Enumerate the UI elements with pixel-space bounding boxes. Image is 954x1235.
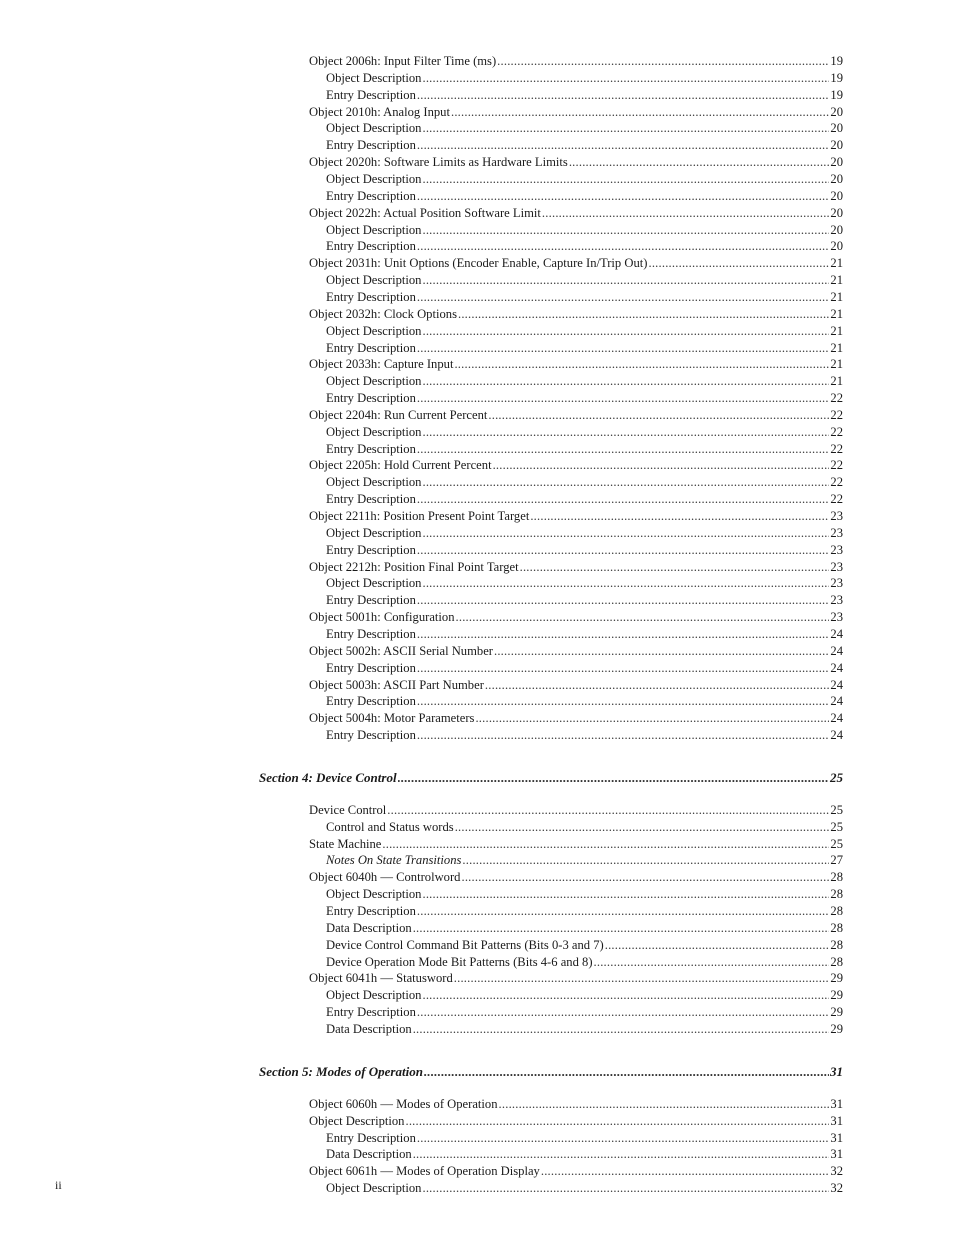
toc-entry-page: 28 xyxy=(830,954,843,969)
dot-leader xyxy=(530,508,829,525)
toc-entry-title: Object 6040h — Controlword xyxy=(309,870,461,885)
toc-entry-title: Object 6041h — Statusword xyxy=(309,971,453,986)
dot-leader xyxy=(417,903,830,920)
toc-entry[interactable] xyxy=(326,323,843,340)
toc-entry-page: 31 xyxy=(830,1147,843,1162)
toc-entry-page: 19 xyxy=(830,54,843,68)
toc-entry[interactable] xyxy=(309,356,843,373)
dot-leader xyxy=(497,53,829,70)
toc-entry-page: 22 xyxy=(830,441,843,456)
toc-entry[interactable] xyxy=(309,104,843,121)
toc-entry-page: 20 xyxy=(830,155,843,170)
toc-entry-title: Object 5002h: ASCII Serial Number xyxy=(309,643,493,658)
toc-entry-title: Object Description xyxy=(326,887,422,902)
toc-entry-page: 22 xyxy=(830,475,843,490)
toc-entry-title: Object 2032h: Clock Options xyxy=(309,306,457,321)
toc-entry-page: 25 xyxy=(830,819,843,834)
toc-entry-page: 21 xyxy=(830,273,843,287)
toc-entry-page: 24 xyxy=(830,660,843,675)
dot-leader xyxy=(475,710,829,727)
dot-leader xyxy=(462,852,829,869)
toc-entry-page: 31 xyxy=(830,1130,843,1145)
toc-entry[interactable] xyxy=(309,306,843,323)
dot-leader xyxy=(417,87,830,104)
dot-leader xyxy=(422,171,829,188)
dot-leader xyxy=(422,70,829,87)
dot-leader xyxy=(499,1096,830,1113)
toc-entry[interactable] xyxy=(326,491,843,508)
toc-entry-page: 29 xyxy=(830,1021,843,1036)
toc-entry[interactable] xyxy=(326,373,843,390)
toc-entry-title: Object Description xyxy=(326,273,422,287)
dot-leader xyxy=(424,1063,829,1080)
toc-entry-page: 29 xyxy=(830,971,843,986)
dot-leader xyxy=(398,769,829,786)
dot-leader xyxy=(413,1021,830,1038)
toc-entry-page: 20 xyxy=(830,171,843,186)
dot-leader xyxy=(382,836,829,853)
toc-entry-title: Entry Description xyxy=(326,626,416,641)
toc-entry-title: Entry Description xyxy=(326,239,416,254)
toc-entry[interactable] xyxy=(326,120,843,137)
toc-entry[interactable] xyxy=(326,441,843,458)
toc-entry-title: Entry Description xyxy=(326,660,416,675)
dot-leader xyxy=(422,1180,829,1197)
toc-entry-title: Object 2204h: Run Current Percent xyxy=(309,407,488,422)
toc-entry-title: Notes On State Transitions xyxy=(326,853,462,868)
toc-entry[interactable] xyxy=(309,1163,843,1180)
dot-leader xyxy=(417,188,830,205)
toc-entry[interactable] xyxy=(309,205,843,222)
toc-entry[interactable] xyxy=(326,137,843,154)
toc-entry-title: Entry Description xyxy=(326,391,416,405)
toc-entry[interactable] xyxy=(326,188,843,205)
toc-entry-page: 21 xyxy=(830,323,843,338)
toc-entry-title: Entry Description xyxy=(326,492,416,507)
toc-entry[interactable] xyxy=(326,727,843,744)
toc-entry[interactable] xyxy=(326,289,843,306)
toc-entry[interactable] xyxy=(326,390,843,407)
dot-leader xyxy=(417,727,830,744)
toc-section-entry[interactable] xyxy=(259,1063,843,1080)
toc-entry[interactable] xyxy=(326,937,843,954)
toc-entry-page: 21 xyxy=(830,306,843,321)
toc-entry-page: 22 xyxy=(830,424,843,439)
toc-entry[interactable] xyxy=(309,869,843,886)
dot-leader xyxy=(417,592,830,609)
dot-leader xyxy=(417,626,830,643)
toc-entry-page: 32 xyxy=(830,1164,843,1179)
dot-leader xyxy=(417,390,830,407)
toc-entry[interactable] xyxy=(326,1146,843,1163)
toc-entry-page: 19 xyxy=(830,70,843,85)
toc-entry[interactable] xyxy=(309,970,843,987)
toc-entry[interactable] xyxy=(326,660,843,677)
toc-entry-page: 24 xyxy=(830,643,843,658)
toc-entry-page: 21 xyxy=(830,340,843,355)
toc-entry-title: Object 2212h: Position Final Point Target xyxy=(309,559,519,574)
toc-entry-page: 28 xyxy=(830,920,843,935)
toc-entry[interactable] xyxy=(326,1130,843,1147)
toc-entry[interactable] xyxy=(309,508,843,525)
dot-leader xyxy=(542,205,829,222)
toc-entry-title: Entry Description xyxy=(326,188,416,203)
toc-entry[interactable] xyxy=(326,592,843,609)
toc-entry[interactable] xyxy=(309,154,843,171)
dot-leader xyxy=(455,819,830,836)
toc-entry[interactable] xyxy=(309,457,843,474)
dot-leader xyxy=(594,954,830,971)
dot-leader xyxy=(405,1113,829,1130)
toc-entry-page: 20 xyxy=(830,138,843,153)
toc-entry-page: 24 xyxy=(830,711,843,726)
toc-entry-page: 28 xyxy=(830,870,843,885)
dot-leader xyxy=(417,693,830,710)
dot-leader xyxy=(422,424,829,441)
dot-leader xyxy=(417,289,830,306)
toc-entry-title: Object Description xyxy=(326,576,422,591)
dot-leader xyxy=(454,356,829,373)
toc-entry-page: 23 xyxy=(830,576,843,591)
toc-entry-page: 29 xyxy=(830,1005,843,1020)
toc-entry[interactable] xyxy=(326,542,843,559)
toc-entry-title: Entry Description xyxy=(326,694,416,709)
toc-entry-title: Object Description xyxy=(326,222,422,237)
toc-entry-page: 23 xyxy=(830,509,843,523)
toc-entry-title: Data Description xyxy=(326,920,412,935)
toc-entry-page: 25 xyxy=(830,802,843,817)
toc-entry-title: Section 4: Device Control xyxy=(259,769,397,785)
toc-entry-page: 31 xyxy=(830,1063,843,1079)
toc-entry-page: 23 xyxy=(830,542,843,557)
toc-entry[interactable] xyxy=(309,677,843,694)
toc-entry-title: Object Description xyxy=(326,475,422,490)
toc-entry-title: Entry Description xyxy=(326,542,416,557)
dot-leader xyxy=(422,525,829,542)
toc-entry-page: 20 xyxy=(830,104,843,119)
toc-entry[interactable] xyxy=(326,525,843,542)
toc-section-entry[interactable] xyxy=(259,769,843,786)
toc-entry-title: Object 2010h: Analog Input xyxy=(309,104,450,119)
dot-leader xyxy=(417,137,830,154)
toc-entry-title: Object 2022h: Actual Position Software Limit xyxy=(309,205,541,220)
toc-entry[interactable] xyxy=(309,802,843,819)
toc-entry-page: 31 xyxy=(830,1096,843,1111)
dot-leader xyxy=(417,1130,830,1147)
toc-entry-page: 20 xyxy=(830,205,843,220)
toc-entry[interactable] xyxy=(326,1021,843,1038)
dot-leader xyxy=(387,802,829,819)
toc-entry-page: 31 xyxy=(830,1113,843,1128)
toc-entry-title: Object Description xyxy=(326,525,422,540)
toc-entry-page: 24 xyxy=(830,677,843,692)
toc-entry-title: Device Operation Mode Bit Patterns (Bits 4-6 and 8) xyxy=(326,954,593,969)
toc-entry-page: 21 xyxy=(830,289,843,304)
toc-entry[interactable] xyxy=(309,710,843,727)
toc-entry-page: 23 xyxy=(830,525,843,540)
toc-entry-title: Object 5003h: ASCII Part Number xyxy=(309,677,484,692)
dot-leader xyxy=(648,255,829,272)
dot-leader xyxy=(417,340,830,357)
toc-entry-title: Object 6061h — Modes of Operation Display xyxy=(309,1164,540,1179)
toc-entry[interactable] xyxy=(326,70,843,87)
toc-entry-title: Object Description xyxy=(326,70,422,85)
toc-entry[interactable] xyxy=(326,903,843,920)
toc-entry-title: Device Control xyxy=(309,802,387,817)
dot-leader xyxy=(422,987,829,1004)
toc-entry-page: 27 xyxy=(830,853,843,868)
dot-leader xyxy=(417,542,830,559)
toc-entry-title: Object 2211h: Position Present Point Target xyxy=(309,509,530,523)
dot-leader xyxy=(413,920,830,937)
toc-entry-page: 28 xyxy=(830,937,843,952)
dot-leader xyxy=(417,238,830,255)
toc-entry[interactable] xyxy=(326,474,843,491)
dot-leader xyxy=(413,1146,830,1163)
page-number: ii xyxy=(55,1178,62,1192)
toc-entry[interactable] xyxy=(309,559,843,576)
toc-entry-page: 22 xyxy=(830,492,843,507)
dot-leader xyxy=(485,677,830,694)
toc-entry-title: Entry Description xyxy=(326,289,416,304)
toc-entry-title: Data Description xyxy=(326,1147,412,1162)
toc-entry-page: 22 xyxy=(830,391,843,405)
toc-entry[interactable] xyxy=(326,222,843,239)
toc-entry-page: 23 xyxy=(830,593,843,608)
toc-entry-title: Object Description xyxy=(326,374,422,389)
toc-entry-title: Object Description xyxy=(326,171,422,186)
toc-entry-title: Entry Description xyxy=(326,1130,416,1145)
toc-entry[interactable] xyxy=(326,424,843,441)
toc-entry[interactable] xyxy=(326,886,843,903)
toc-entry-page: 22 xyxy=(830,458,843,473)
toc-entry[interactable] xyxy=(326,575,843,592)
dot-leader xyxy=(422,575,829,592)
toc-entry-title: Object 5004h: Motor Parameters xyxy=(309,711,475,726)
dot-leader xyxy=(458,306,829,323)
toc-entry-page: 24 xyxy=(830,728,843,742)
dot-leader xyxy=(541,1163,830,1180)
toc-entry-title: Data Description xyxy=(326,1021,412,1036)
toc-entry[interactable] xyxy=(326,987,843,1004)
toc-entry-title: Object 2006h: Input Filter Time (ms) xyxy=(309,54,497,68)
toc-entry-title: Entry Description xyxy=(326,1005,416,1020)
toc-entry-title: Section 5: Modes of Operation xyxy=(259,1063,423,1079)
toc-entry-page: 22 xyxy=(830,407,843,422)
toc-entry-title: Object 2033h: Capture Input xyxy=(309,357,454,372)
dot-leader xyxy=(417,1004,830,1021)
toc-entry-page: 21 xyxy=(830,357,843,372)
toc-entry-page: 32 xyxy=(830,1181,843,1195)
dot-leader xyxy=(451,104,829,121)
toc-entry-title: Entry Description xyxy=(326,728,416,742)
dot-leader xyxy=(493,457,830,474)
toc-entry[interactable] xyxy=(326,87,843,104)
dot-leader xyxy=(605,937,830,954)
dot-leader xyxy=(417,660,830,677)
toc-entry-title: Object 2020h: Software Limits as Hardware Limits xyxy=(309,155,568,170)
toc-entry-title: Object Description xyxy=(326,1181,422,1195)
toc-entry-title: Entry Description xyxy=(326,593,416,608)
toc-entry[interactable] xyxy=(309,255,843,272)
toc-entry-page: 28 xyxy=(830,904,843,918)
toc-entry-page: 23 xyxy=(830,610,843,625)
toc-entry-title: Object Description xyxy=(326,323,422,338)
toc-entry[interactable] xyxy=(326,340,843,357)
toc-entry[interactable] xyxy=(326,171,843,188)
toc-entry-title: Device Control Command Bit Patterns (Bits 0-3 and 7) xyxy=(326,937,604,952)
toc-entry[interactable] xyxy=(326,1180,843,1197)
dot-leader xyxy=(422,474,829,491)
toc-entry-page: 29 xyxy=(830,988,843,1003)
toc-entry-title: Object Description xyxy=(326,121,422,136)
toc-entry-title: Object Description xyxy=(326,424,422,439)
toc-entry-title: Entry Description xyxy=(326,441,416,456)
toc-entry[interactable] xyxy=(326,819,843,836)
toc-entry-title: Object 2031h: Unit Options (Encoder Enable, Capture In/Trip Out) xyxy=(309,256,648,271)
toc-entry[interactable] xyxy=(326,920,843,937)
toc-entry[interactable] xyxy=(326,693,843,710)
toc-entry-title: Object Description xyxy=(309,1113,405,1128)
toc-entry-page: 20 xyxy=(830,239,843,254)
dot-leader xyxy=(456,609,830,626)
toc-entry[interactable] xyxy=(326,626,843,643)
dot-leader xyxy=(417,491,830,508)
toc-entry[interactable] xyxy=(309,643,843,660)
toc-entry-title: Entry Description xyxy=(326,138,416,153)
toc-entry-title: State Machine xyxy=(309,836,382,851)
toc-entry[interactable] xyxy=(326,1004,843,1021)
dot-leader xyxy=(422,886,829,903)
dot-leader xyxy=(569,154,830,171)
toc-entry-page: 24 xyxy=(830,626,843,641)
toc-entry-title: Entry Description xyxy=(326,340,416,355)
dot-leader xyxy=(461,869,829,886)
toc-entry[interactable] xyxy=(326,238,843,255)
toc-entry-page: 25 xyxy=(830,836,843,851)
toc-entry-title: Object 5001h: Configuration xyxy=(309,610,455,625)
toc-entry-title: Object Description xyxy=(326,988,422,1003)
toc-entry[interactable] xyxy=(309,1096,843,1113)
dot-leader xyxy=(494,643,829,660)
toc-entry-title: Object 6060h — Modes of Operation xyxy=(309,1096,498,1111)
dot-leader xyxy=(417,441,830,458)
toc-entry-title: Object 2205h: Hold Current Percent xyxy=(309,458,492,473)
toc-entry-page: 28 xyxy=(830,887,843,902)
toc-entry[interactable] xyxy=(309,836,843,853)
dot-leader xyxy=(520,559,830,576)
toc-entry-page: 25 xyxy=(830,769,843,785)
dot-leader xyxy=(422,272,829,289)
dot-leader xyxy=(454,970,830,987)
toc-entry[interactable] xyxy=(309,609,843,626)
toc-entry[interactable] xyxy=(309,53,843,70)
toc-entry-page: 20 xyxy=(830,188,843,203)
toc-entry-page: 19 xyxy=(830,87,843,102)
dot-leader xyxy=(422,120,829,137)
toc-entry-page: 21 xyxy=(830,374,843,389)
toc-entry-page: 23 xyxy=(830,559,843,574)
toc-entry[interactable] xyxy=(309,1113,843,1130)
toc-entry[interactable] xyxy=(309,407,843,424)
dot-leader xyxy=(422,323,829,340)
dot-leader xyxy=(422,222,829,239)
toc-entry-title: Entry Description xyxy=(326,904,416,918)
toc-entry-page: 20 xyxy=(830,222,843,237)
toc-entry-title: Control and Status words xyxy=(326,819,454,834)
toc-entry[interactable] xyxy=(326,272,843,289)
toc-entry-title: Entry Description xyxy=(326,87,416,102)
dot-leader xyxy=(488,407,829,424)
toc-entry[interactable] xyxy=(326,954,843,971)
toc-entry[interactable] xyxy=(326,852,843,869)
toc-entry-page: 24 xyxy=(830,694,843,709)
dot-leader xyxy=(422,373,829,390)
toc-entry-page: 21 xyxy=(830,256,843,271)
toc-entry-page: 20 xyxy=(830,121,843,136)
